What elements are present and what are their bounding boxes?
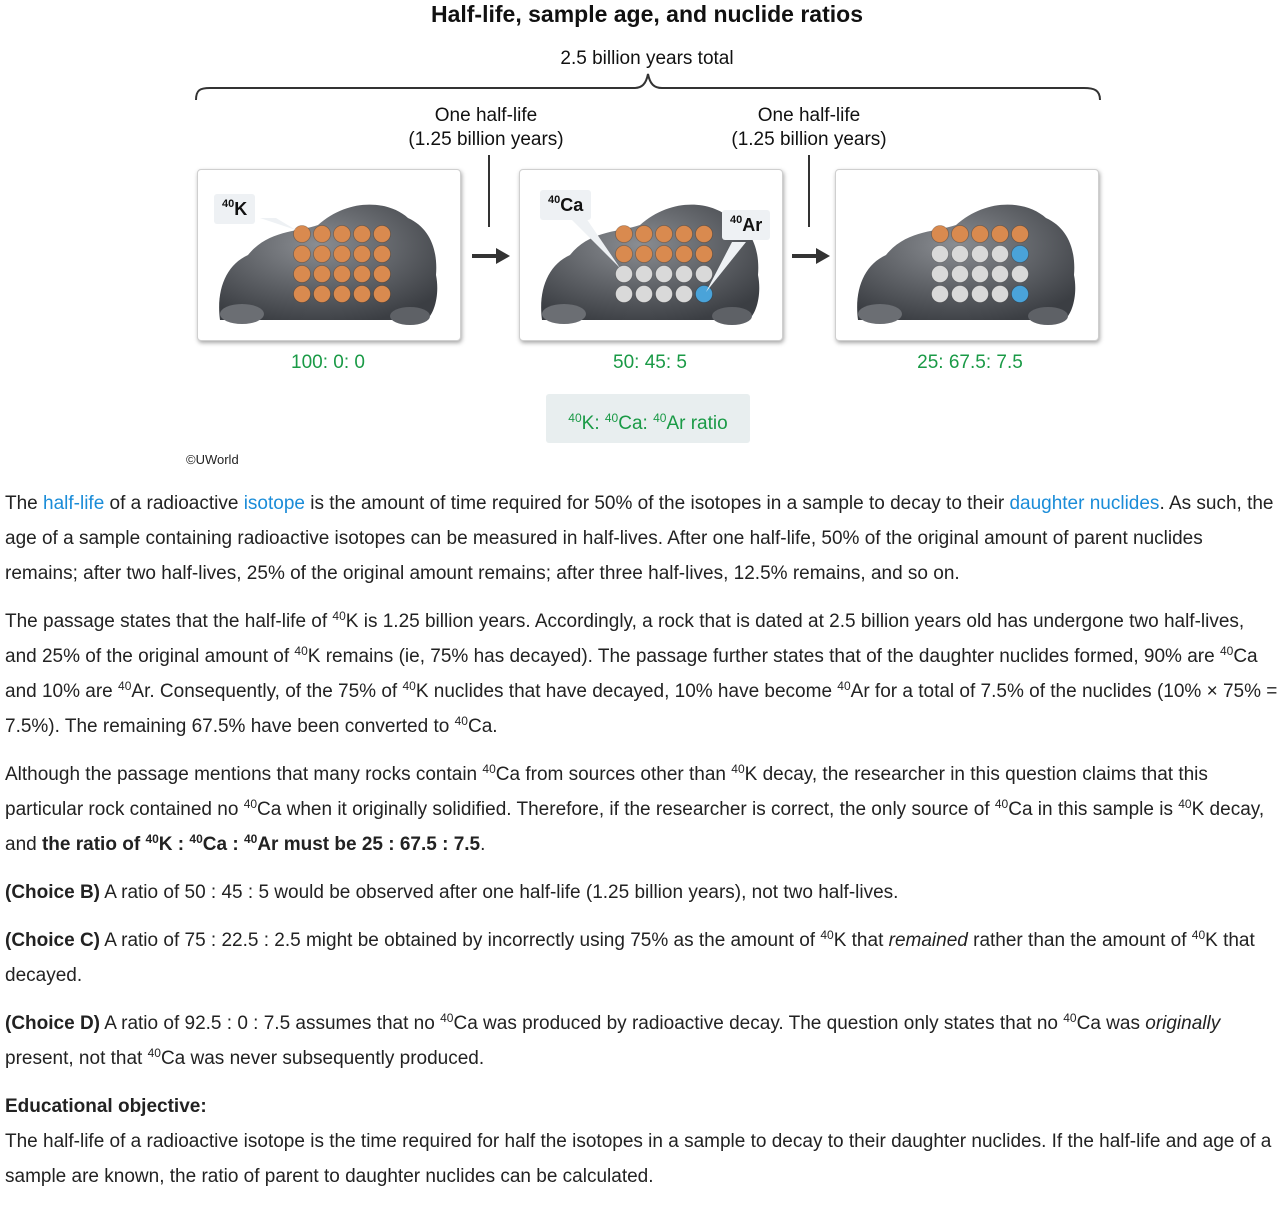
callout-ca-mass: 40 (548, 194, 561, 206)
mass-number: 40 (482, 762, 496, 776)
arrow-right-icon (790, 245, 832, 267)
legend-mass-k: 40 (568, 411, 582, 425)
k-nuclide-icon (294, 286, 311, 303)
emphasis: remained (888, 930, 968, 951)
k-nuclide-icon (656, 246, 673, 263)
pebble-icon (858, 304, 902, 324)
rock-panel-2 (519, 169, 783, 341)
text: A ratio of 50 : 45 : 5 would be observed after one half-life (1.25 billion years), not two half-lives. (100, 882, 899, 903)
text: Ca. (467, 716, 498, 737)
half-life-figure (0, 0, 1282, 480)
figure-title: Half-life, sample age, and nuclide ratios (430, 1, 863, 27)
mass-number: 40 (243, 832, 258, 846)
paragraph-halflife-definition (5, 486, 1278, 591)
ca-nuclide-icon (676, 286, 693, 303)
legend-ar: Ar ratio (666, 413, 728, 434)
ar-nuclide-icon (1012, 246, 1029, 263)
k-nuclide-icon (334, 246, 351, 263)
rock-icon (857, 205, 1075, 320)
ca-nuclide-icon (616, 266, 633, 283)
objective-heading: Educational objective: (5, 1096, 207, 1117)
k-nuclide-icon (374, 246, 391, 263)
legend-mass-ca: 40 (604, 411, 619, 425)
mass-number: 40 (145, 832, 159, 846)
text: Ca was (1076, 1013, 1146, 1034)
k-nuclide-icon (676, 226, 693, 243)
text: Ca and 10% are (5, 646, 1258, 702)
mass-number: 40 (1178, 797, 1192, 811)
k-nuclide-icon (294, 266, 311, 283)
callout-pointer-icon (260, 218, 296, 230)
pebble-icon (712, 307, 752, 325)
mass-number: 40 (147, 1046, 161, 1060)
k-nuclide-icon (374, 226, 391, 243)
halflife-label-2-title: One half-life (757, 105, 861, 126)
text: of a radioactive (104, 493, 244, 514)
ca-nuclide-icon (932, 246, 949, 263)
total-time-brace (194, 72, 1104, 102)
mass-number: 40 (1191, 928, 1206, 942)
ca-nuclide-icon (972, 246, 989, 263)
choice-c-explanation (5, 923, 1278, 993)
text: K decay, the researcher in this question claims that this particular rock contained no (5, 764, 1208, 820)
k-nuclide-icon (374, 266, 391, 283)
k-nuclide-icon (354, 226, 371, 243)
mass-number: 40 (994, 797, 1009, 811)
pebble-icon (542, 304, 586, 324)
mass-number: 40 (118, 679, 132, 693)
halflife-label-2 (709, 104, 909, 152)
k-nuclide-icon (616, 226, 633, 243)
text: Ca in this sample is (1008, 799, 1179, 820)
k-nuclide-icon (294, 246, 311, 263)
legend-mass-ar: 40 (653, 411, 667, 425)
ca-nuclide-icon (992, 266, 1009, 283)
callout-ar-symbol: Ar (742, 215, 763, 235)
mass-number: 40 (332, 609, 346, 623)
k-nuclide-icon (294, 226, 311, 243)
k-nuclide-icon (1012, 226, 1029, 243)
k-nuclide-icon (952, 226, 969, 243)
callout-k-mass: 40 (222, 198, 235, 210)
half-life-link[interactable]: half-life (43, 493, 105, 514)
text: Ca was produced by radioactive decay. The question only states that no (453, 1013, 1064, 1034)
text: K is 1.25 billion years. Accordingly, a rock that is dated at 2.5 billion years old has undergone two half-lives, and 25% of the original amount of (5, 611, 1245, 667)
ar-nuclide-icon (696, 286, 713, 303)
choice-b-explanation (5, 875, 1278, 910)
callout-ar (722, 210, 770, 240)
text: is the amount of time required for 50% of the isotopes in a sample to decay to their (304, 493, 1010, 514)
ratio-panel-3: 25: 67.5: 7.5 (917, 352, 1023, 373)
ca-nuclide-icon (932, 286, 949, 303)
k-nuclide-icon (972, 226, 989, 243)
text: . (480, 834, 486, 855)
daughter-nuclides-link[interactable]: daughter nuclides (1009, 493, 1160, 514)
k-nuclide-icon (334, 286, 351, 303)
text: Ca when it originally solidified. Therefore, if the researcher is correct, the only source of (257, 799, 995, 820)
text: K that (833, 930, 889, 951)
callout-k (214, 194, 255, 224)
objective-text: The half-life of a radioactive isotope is the time required for half the isotopes in a sample to decay to their daughter nuclides. If the half-life and age of a sample are known, the ratio of parent to daughter nuclides can be calculated. (5, 1131, 1272, 1187)
ratio-panel-1: 100: 0: 0 (291, 352, 365, 373)
mass-number: 40 (837, 679, 851, 693)
text: present, not that (5, 1048, 148, 1069)
ca-nuclide-icon (952, 246, 969, 263)
halflife-label-1-sub: (1.25 billion years) (408, 129, 564, 150)
mass-number: 40 (189, 832, 203, 846)
text: The passage states that the half-life of (5, 611, 333, 632)
ca-nuclide-icon (932, 266, 949, 283)
ratio-panel-2: 50: 45: 5 (613, 352, 687, 373)
halflife-tick-1 (488, 155, 490, 227)
text: Ca from sources other than (495, 764, 732, 785)
rock-panel-3 (835, 169, 1099, 341)
halflife-label-1-title: One half-life (434, 105, 538, 126)
ca-nuclide-icon (972, 266, 989, 283)
mass-number: 40 (820, 928, 834, 942)
answer-statement (42, 834, 480, 855)
legend-ca: Ca: (618, 413, 654, 434)
pebble-icon (390, 307, 430, 325)
text: Although the passage mentions that many rocks contain (5, 764, 483, 785)
ca-nuclide-icon (676, 266, 693, 283)
k-nuclide-icon (354, 266, 371, 283)
ca-nuclide-icon (992, 246, 1009, 263)
total-time-label: 2.5 billion years total (560, 48, 734, 69)
k-nuclide-icon (314, 246, 331, 263)
arrow-right-icon (470, 245, 512, 267)
ca-nuclide-icon (656, 286, 673, 303)
ca-nuclide-icon (696, 266, 713, 283)
halflife-tick-2 (808, 155, 810, 227)
paragraph-researcher-claim (5, 757, 1278, 862)
mass-number: 40 (1219, 644, 1234, 658)
k-nuclide-icon (932, 226, 949, 243)
text: Ar must be 25 : 67.5 : 7.5 (257, 834, 481, 855)
choice-d-explanation (5, 1006, 1278, 1076)
mass-number: 40 (1063, 1011, 1077, 1025)
callout-k-symbol: K (234, 199, 248, 219)
mass-number: 40 (402, 679, 416, 693)
k-nuclide-icon (696, 226, 713, 243)
pebble-icon (1028, 307, 1068, 325)
text: K decay, and (5, 799, 1265, 855)
choice-d-label: (Choice D) (5, 1013, 100, 1034)
k-nuclide-icon (334, 226, 351, 243)
text: Ca was never subsequently produced. (160, 1048, 485, 1069)
k-nuclide-icon (636, 246, 653, 263)
copyright: ©UWorld (186, 452, 239, 467)
text: The (5, 493, 44, 514)
text: Ar for a total of 7.5% of the nuclides (10% × 75% = 7.5%). The remaining 67.5% have been converted to (5, 681, 1278, 737)
ratio-legend (546, 394, 750, 443)
k-nuclide-icon (314, 266, 331, 283)
text: Ar. Consequently, of the 75% of (131, 681, 403, 702)
k-nuclide-icon (992, 226, 1009, 243)
k-nuclide-icon (696, 246, 713, 263)
mass-number: 40 (731, 762, 745, 776)
paragraph-passage-calculation (5, 604, 1278, 744)
mass-number: 40 (294, 644, 308, 658)
ca-nuclide-icon (636, 266, 653, 283)
k-nuclide-icon (374, 286, 391, 303)
text: K : (158, 834, 190, 855)
legend-k: K: (581, 413, 605, 434)
k-nuclide-icon (314, 286, 331, 303)
text: K that decayed. (5, 930, 1255, 986)
emphasis: originally (1145, 1013, 1221, 1034)
text: . As such, the age of a sample containing radioactive isotopes can be measured in half-lives. After one half-life, 50% of the original amount of parent nuclides remains; after two half-lives, 25% of the original amount remains; after three half-lives, 12.5% remains, and so on. (5, 493, 1274, 584)
text: K nuclides that have decayed, 10% have become (415, 681, 838, 702)
halflife-label-2-sub: (1.25 billion years) (731, 129, 887, 150)
ca-nuclide-icon (656, 266, 673, 283)
pebble-icon (220, 304, 264, 324)
mass-number: 40 (454, 714, 468, 728)
ca-nuclide-icon (636, 286, 653, 303)
k-nuclide-icon (616, 246, 633, 263)
ca-nuclide-icon (952, 286, 969, 303)
text: rather than the amount of (967, 930, 1192, 951)
rock-panel-1 (197, 169, 461, 341)
text: A ratio of 75 : 22.5 : 2.5 might be obtained by incorrectly using 75% as the amount of (100, 930, 821, 951)
k-nuclide-icon (636, 226, 653, 243)
halflife-label-1 (386, 104, 586, 152)
mass-number: 40 (243, 797, 258, 811)
text: the ratio of (41, 834, 146, 855)
text: Ca : (202, 834, 244, 855)
ca-nuclide-icon (952, 266, 969, 283)
isotope-link[interactable]: isotope (243, 493, 305, 514)
callout-ar-mass: 40 (730, 214, 743, 226)
k-nuclide-icon (656, 226, 673, 243)
text: K remains (ie, 75% has decayed). The passage further states that of the daughter nuclides formed, 90% are (307, 646, 1220, 667)
k-nuclide-icon (314, 226, 331, 243)
callout-ca (540, 190, 591, 220)
choice-c-label: (Choice C) (5, 930, 100, 951)
ar-nuclide-icon (1012, 286, 1029, 303)
k-nuclide-icon (354, 246, 371, 263)
k-nuclide-icon (354, 286, 371, 303)
ca-nuclide-icon (992, 286, 1009, 303)
callout-ca-symbol: Ca (560, 195, 584, 215)
text: A ratio of 92.5 : 0 : 7.5 assumes that no (100, 1013, 441, 1034)
ca-nuclide-icon (1012, 266, 1029, 283)
explanation (5, 486, 1278, 1207)
ca-nuclide-icon (972, 286, 989, 303)
ca-nuclide-icon (616, 286, 633, 303)
k-nuclide-icon (334, 266, 351, 283)
k-nuclide-icon (676, 246, 693, 263)
choice-b-label: (Choice B) (5, 882, 100, 903)
mass-number: 40 (440, 1011, 454, 1025)
